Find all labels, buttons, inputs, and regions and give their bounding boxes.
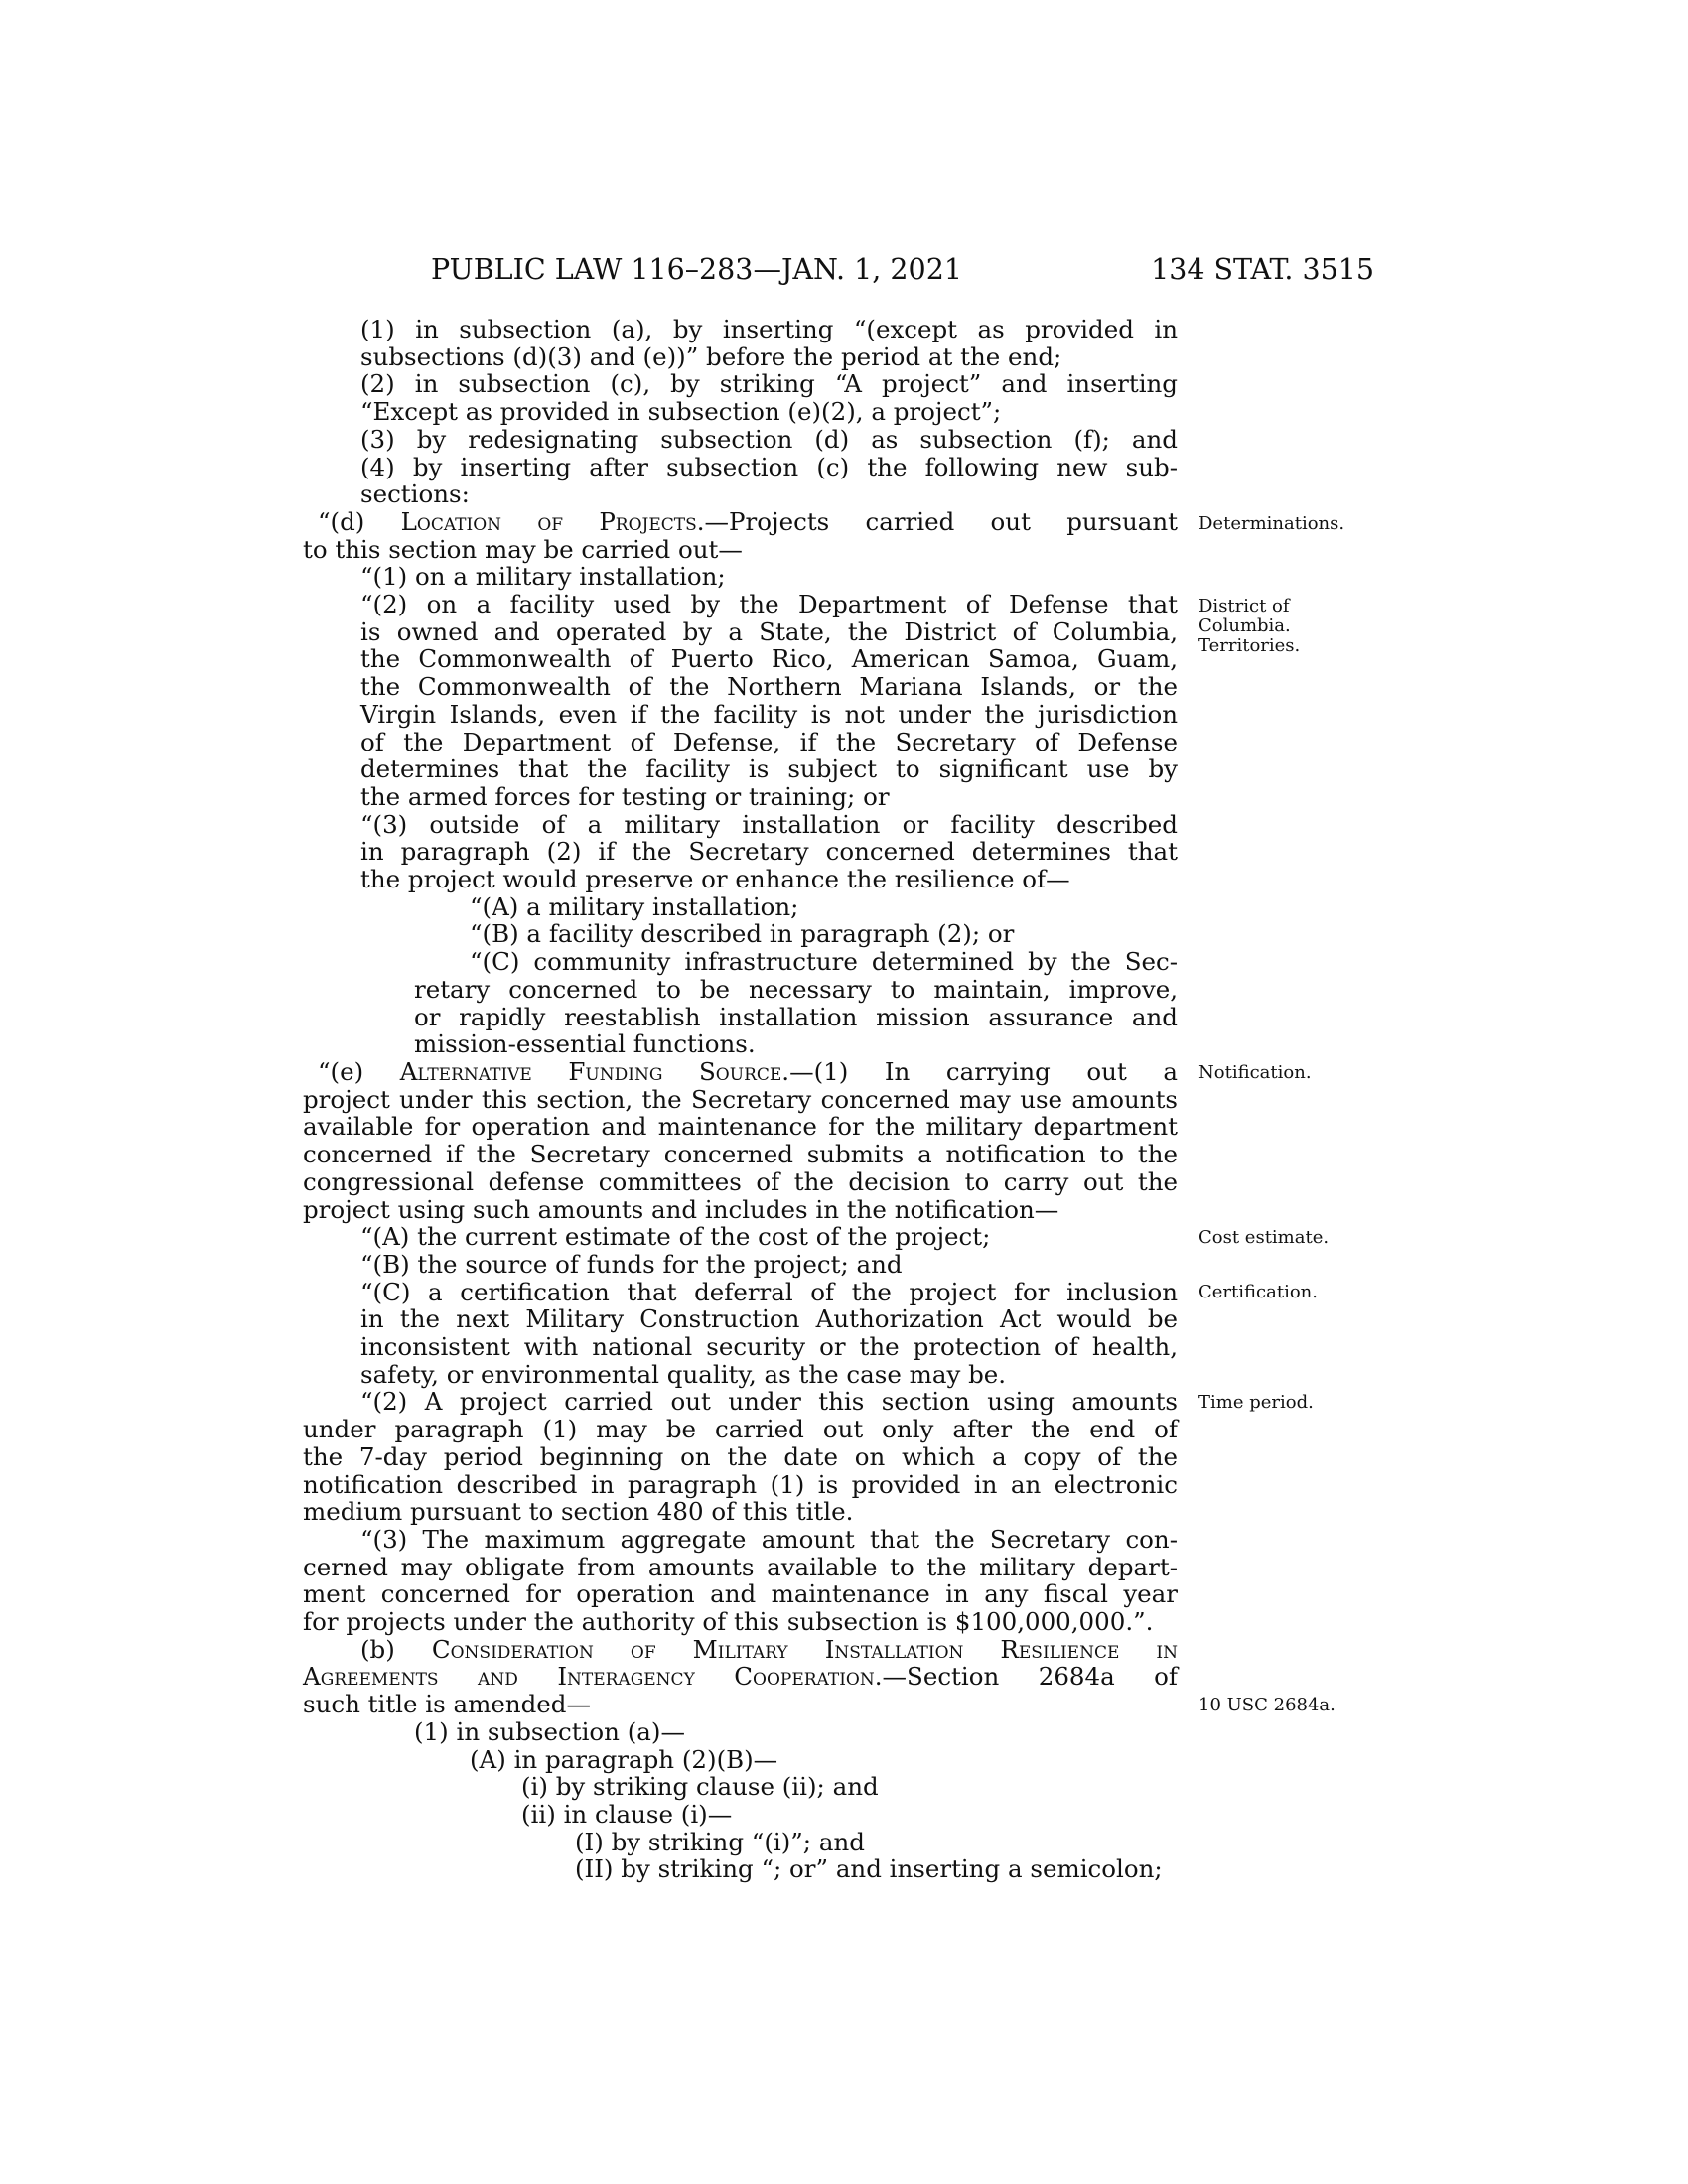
text-line: (A) in paragraph (2)(B)— [470, 1744, 778, 1774]
subsection-e [303, 1058, 1178, 1223]
text-line: (2) in subsection (c), by striking “A project” and inserting [360, 369, 1178, 399]
subsection-d-heading-line [303, 508, 1178, 536]
text-line: such title is amended— [303, 1690, 591, 1719]
text-line: medium pursuant to section 480 of this title. [303, 1497, 854, 1527]
subsection-heading: Consideration of Military Installation Resilience in [431, 1634, 1179, 1664]
margin-note: Determinations. [1198, 513, 1345, 534]
text-line: “(B) a facility described in paragraph (2); or [470, 919, 1015, 949]
text-line: inconsistent with national security or the protection of health, [360, 1332, 1178, 1362]
text-line: in the next Military Construction Authorization Act would be [360, 1304, 1178, 1334]
text-line: “(A) a military installation; [470, 891, 799, 921]
text-line: to this section may be carried out— [303, 534, 743, 564]
text-line: safety, or environmental quality, as the case may be. [360, 1359, 1007, 1389]
text-line: or rapidly reestablish installation mission assurance and [414, 1002, 1178, 1031]
paragraph-d2 [303, 591, 1178, 811]
text-line: the armed forces for testing or training; or [360, 781, 890, 811]
text-line: (4) by inserting after subsection (c) the following new sub- [360, 452, 1178, 481]
text-line: is owned and operated by a State, the District of Columbia, [360, 616, 1178, 646]
text-line: retary concerned to be necessary to maintain, improve, [414, 974, 1178, 1004]
text-line: “(C) a certification that deferral of the project for inclusion [360, 1277, 1178, 1306]
margin-note: District of [1198, 596, 1290, 616]
margin-note: Territories. [1198, 635, 1301, 656]
text-line: (1) in subsection (a), by inserting “(except as provided in [360, 315, 1178, 343]
subsection-d [303, 508, 1178, 563]
margin-note: 10 USC 2684a. [1198, 1695, 1336, 1715]
text-line: “(A) the current estimate of the cost of the project; [360, 1222, 991, 1252]
text-line: sections: [360, 479, 470, 509]
paragraph-d3 [303, 811, 1178, 893]
margin-note: Certification. [1198, 1282, 1318, 1302]
subsection-heading: Location of Projects [400, 506, 697, 536]
text-line: cerned may obligate from amounts available to the military depart- [303, 1552, 1178, 1581]
text-line: subsections (d)(3) and (e))” before the period at the end; [360, 341, 1062, 371]
text-line: ment concerned for operation and maintenance in any fiscal year [303, 1579, 1178, 1609]
margin-note: Notification. [1198, 1062, 1312, 1083]
text-line: “(2) A project carried out under this section using amounts [360, 1387, 1178, 1417]
text-line: under paragraph (1) may be carried out only after the end of [303, 1415, 1178, 1444]
text-line: for projects under the authority of this subsection is $100,000,000.”. [303, 1607, 1154, 1637]
subsection-heading: Agreements and Interagency Cooperation [303, 1662, 875, 1692]
amendment-para-4 [303, 454, 1178, 508]
paragraph-e2 [303, 1388, 1178, 1526]
text-line: the 7-day period beginning on the date on which a copy of the [303, 1441, 1178, 1471]
amendment-para-2 [303, 370, 1178, 425]
paragraph-e3 [303, 1526, 1178, 1636]
text-line: determines that the facility is subject to significant use by [360, 754, 1178, 784]
subsection-b [303, 1636, 1178, 1718]
text-line: (I) by striking “(i)”; and [575, 1827, 865, 1856]
text-run: “(d) [318, 506, 401, 536]
text-line: “(B) the source of funds for the project; and [360, 1249, 903, 1279]
text-line: available for operation and maintenance for the military department [303, 1112, 1178, 1142]
text-line: “(1) on a military installation; [360, 562, 726, 592]
text-line: (ii) in clause (i)— [521, 1799, 733, 1829]
amendment-para-1 [303, 316, 1178, 370]
text-line: “(2) on a facility used by the Department of Defense that [360, 590, 1178, 619]
text-line: (1) in subsection (a)— [414, 1716, 685, 1746]
text-line: “(C) community infrastructure determined by the Sec- [470, 947, 1178, 977]
text-run: .—(1) In carrying out a [781, 1056, 1178, 1086]
text-line: the Commonwealth of the Northern Mariana Islands, or the [360, 672, 1178, 702]
statute-text [303, 316, 1178, 1883]
text-line: (i) by striking clause (ii); and [521, 1772, 879, 1802]
text-line: (3) by redesignating subsection (d) as subsection (f); and [360, 424, 1178, 454]
subsection-heading: Alternative Funding Source [399, 1056, 782, 1086]
text-line: in paragraph (2) if the Secretary concerned determines that [360, 837, 1178, 867]
text-run: “(e) [318, 1056, 400, 1086]
page-header [0, 250, 1688, 290]
statute-page-number: 134 STAT. 3515 [1151, 253, 1374, 286]
text-line: congressional defense committees of the decision to carry out the [303, 1166, 1178, 1196]
margin-note: Time period. [1198, 1392, 1314, 1413]
public-law-citation: PUBLIC LAW 116–283—JAN. 1, 2021 [431, 253, 962, 286]
subsection-b-heading-line-2 [303, 1663, 1178, 1691]
text-line: Virgin Islands, even if the facility is not under the jurisdiction [360, 699, 1178, 729]
text-run: .—Projects carried out pursuant [696, 506, 1178, 536]
text-line: project using such amounts and includes in the notification— [303, 1194, 1059, 1224]
text-line: the Commonwealth of Puerto Rico, American Samoa, Guam, [360, 644, 1178, 674]
text-run: .—Section 2684a of [874, 1662, 1178, 1692]
margin-note: Columbia. [1198, 615, 1291, 636]
text-line: mission-essential functions. [414, 1029, 756, 1059]
text-line: “(3) The maximum aggregate amount that the Secretary con- [360, 1524, 1178, 1554]
text-line: project under this section, the Secretary concerned may use amounts [303, 1084, 1178, 1114]
subparagraph-e1c [303, 1279, 1178, 1389]
text-line: “Except as provided in subsection (e)(2), a project”; [360, 397, 1002, 427]
text-line: of the Department of Defense, if the Secretary of Defense [360, 727, 1178, 756]
text-line: “(3) outside of a military installation or facility described [360, 809, 1178, 839]
text-line: (II) by striking “; or” and inserting a semicolon; [575, 1854, 1163, 1884]
text-line: notification described in paragraph (1) is provided in an electronic [303, 1469, 1178, 1499]
subparagraph-d3c [303, 948, 1178, 1058]
text-line: concerned if the Secretary concerned submits a notification to the [303, 1140, 1178, 1169]
subsection-e-heading-line [303, 1058, 1178, 1086]
margin-note: Cost estimate. [1198, 1227, 1330, 1248]
subsection-b-heading-line [303, 1636, 1178, 1664]
text-line: the project would preserve or enhance the resilience of— [360, 865, 1070, 894]
text-run: (b) [360, 1634, 432, 1664]
